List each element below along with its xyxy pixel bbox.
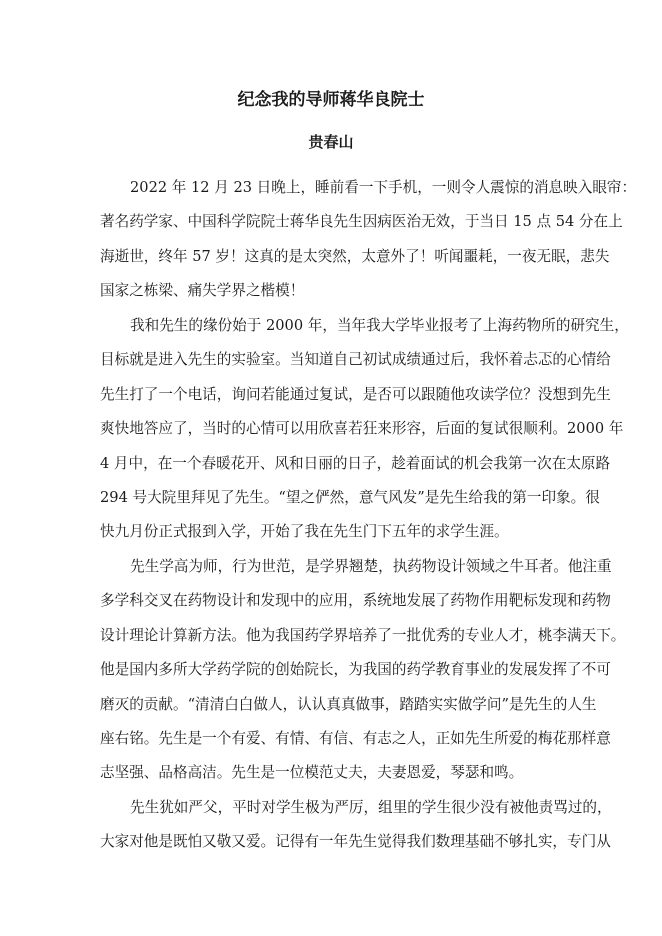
paragraph xyxy=(100,309,629,550)
text-line: 2022 年 12 月 23 日晚上，睡前看一下手机，一则令人震惊的消息映入眼帘： xyxy=(130,179,637,196)
text-line: 先生犹如严父，平时对学生极为严厉，组里的学生很少没有被他责骂过的， xyxy=(130,798,612,816)
text-line: 磨灭的贡献。“清清白白做人，认认真真做事，踏踏实实做学问”是先生的人生 xyxy=(100,695,597,713)
paragraph xyxy=(100,550,626,791)
text-line: 国家之栋梁、痛失学界之楷模！ xyxy=(100,282,305,300)
text-line: 海逝世，终年 57 岁！这真的是太突然，太意外了！听闻噩耗，一夜无眠，悲失 xyxy=(100,247,610,265)
text-line: 他是国内多所大学药学院的创始院长，为我国的药学教育事业的发展发挥了不可 xyxy=(100,661,611,679)
author-name: 贵春山 xyxy=(308,133,354,151)
paragraph xyxy=(100,171,637,309)
text-line: 设计理论计算新方法。他为我国药学界培养了一批优秀的专业人才，桃李满天下。 xyxy=(100,626,626,644)
text-line: 目标就是进入先生的实验室。当知道自己初试成绩通过后，我怀着忐忑的心情给 xyxy=(100,351,611,369)
text-line: 爽快地答应了，当时的心情可以用欣喜若狂来形容，后面的复试很顺利。2000 年 xyxy=(100,420,624,438)
text-line: 大家对他是既怕又敬又爱。记得有一年先生觉得我们数理基础不够扎实，专门从 xyxy=(100,833,611,851)
document-body xyxy=(100,171,637,860)
text-line: 著名药学家、中国科学院院士蒋华良先生因病医治无效，于当日 15 点 54 分在上 xyxy=(100,213,623,231)
text-line: 我和先生的缘份始于 2000 年，当年我大学毕业报考了上海药物所的研究生， xyxy=(130,316,629,334)
text-line: 4 月中，在一个春暖花开、风和日丽的日子，趁着面试的机会我第一次在太原路 xyxy=(100,454,611,472)
text-line: 先生学高为师，行为世范，是学界翘楚，执药物设计领域之牛耳者。他注重 xyxy=(130,557,612,575)
text-line: 294 号大院里拜见了先生。“望之俨然，意气风发”是先生给我的第一印象。很 xyxy=(100,488,600,506)
text-line: 先生打了一个电话，询问若能通过复试，是否可以跟随他攻读学位？没想到先生 xyxy=(100,385,611,403)
text-line: 多学科交叉在药物设计和发现中的应用，系统地发展了药物作用靶标发现和药物 xyxy=(100,592,611,610)
document-title: 纪念我的导师蒋华良院士 xyxy=(237,90,425,110)
text-line: 志坚强、品格高洁。先生是一位模范丈夫，夫妻恩爱，琴瑟和鸣。 xyxy=(100,764,524,782)
paragraph xyxy=(100,791,612,860)
text-line: 快九月份正式报到入学，开始了我在先生门下五年的求学生涯。 xyxy=(100,523,509,541)
text-line: 座右铭。先生是一个有爱、有情、有信、有志之人，正如先生所爱的梅花那样意 xyxy=(100,730,611,747)
